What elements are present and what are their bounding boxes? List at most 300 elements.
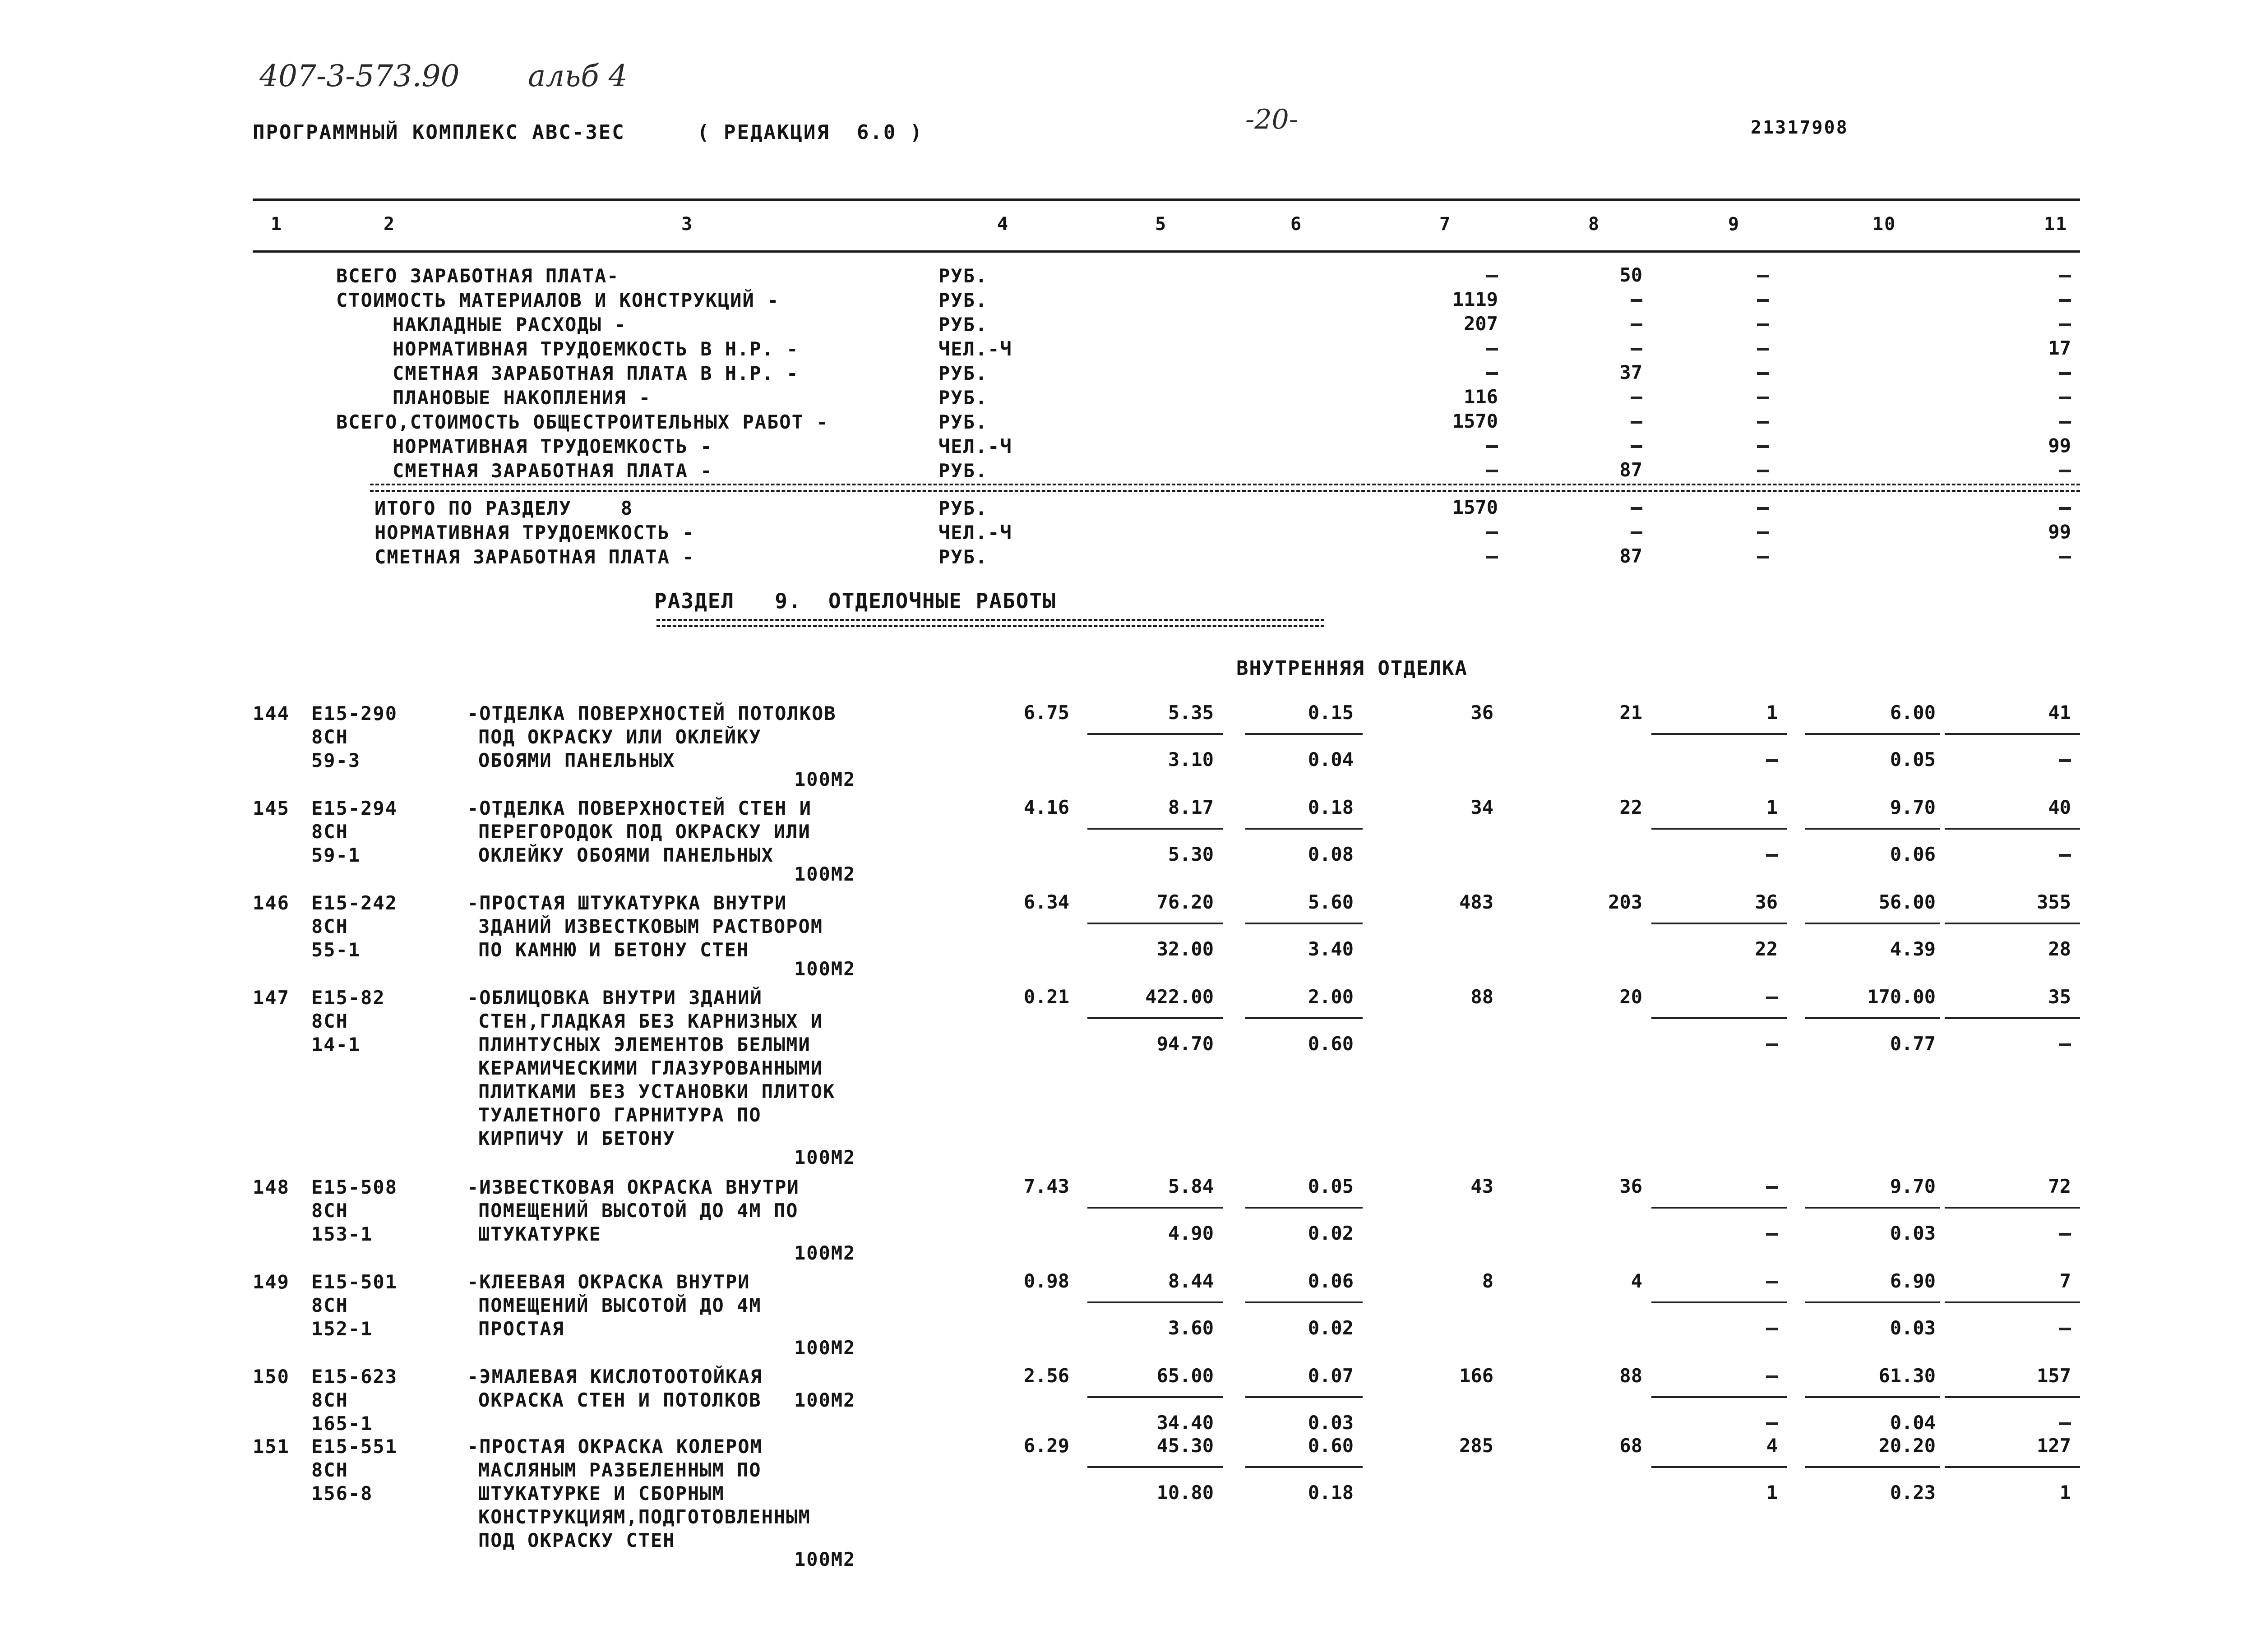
- item-unit-wage: 3.10: [1168, 748, 1214, 771]
- item-qty: 2.56: [1023, 1365, 1069, 1387]
- item-description: ПЛИНТУСНЫХ ЭЛЕМЕНТОВ БЕЛЫМИ: [478, 1034, 811, 1056]
- item-divider-line: [1945, 1301, 2080, 1303]
- summary-unit: РУБ.: [938, 362, 988, 384]
- summary-c9: [1757, 421, 1769, 424]
- section-title-underline: [656, 619, 1324, 627]
- item-divider-line: [1651, 1301, 1787, 1303]
- item-divider-line: [1087, 923, 1223, 924]
- item-divider-line: [1245, 923, 1363, 924]
- summary-c9: [1757, 445, 1769, 448]
- summary-c7: 1570: [1452, 410, 1498, 432]
- item-divider-line: [1651, 733, 1787, 735]
- item-unit-machine: 0.18: [1308, 796, 1354, 818]
- item-code: Е15-508: [311, 1176, 398, 1198]
- item-unit-wage: 94.70: [1156, 1033, 1214, 1055]
- item-total-wage: 20: [1619, 986, 1642, 1008]
- item-code: 8СН: [311, 1010, 348, 1032]
- item-machine-labor-total: [2059, 1328, 2071, 1330]
- item-description: -ОТДЕЛКА ПОВЕРХНОСТЕЙ ПОТОЛКОВ: [467, 702, 837, 724]
- item-machine-labor-per-unit: 0.77: [1890, 1033, 1936, 1055]
- item-divider-line: [1945, 923, 2080, 924]
- item-description: КЕРАМИЧЕСКИМИ ГЛАЗУРОВАННЫМИ: [478, 1057, 823, 1079]
- totals-c9: [1757, 531, 1769, 534]
- item-unit-cost: 65.00: [1156, 1365, 1214, 1387]
- item-description: ЗДАНИЙ ИЗВЕСТКОВЫМ РАСТВОРОМ: [478, 915, 823, 937]
- item-description: КИРПИЧУ И БЕТОНУ: [478, 1127, 675, 1149]
- item-labor-total: 72: [2048, 1175, 2071, 1197]
- totals-label: НОРМАТИВНАЯ ТРУДОЕМКОСТЬ -: [374, 521, 695, 544]
- item-total-cost: 88: [1470, 986, 1493, 1008]
- item-total-cost: 285: [1459, 1435, 1493, 1457]
- item-total-machine: 1: [1766, 796, 1778, 818]
- summary-c11: [2059, 470, 2071, 472]
- item-number: 149: [253, 1271, 290, 1293]
- item-divider-line: [1245, 1017, 1363, 1019]
- header-bottom-rule: [253, 250, 2080, 253]
- column-number-10: 10: [1872, 214, 1896, 235]
- item-qty: 7.43: [1023, 1175, 1069, 1197]
- section-subtitle: ВНУТРЕННЯЯ ОТДЕЛКА: [1236, 657, 1468, 680]
- item-total-cost: 34: [1470, 796, 1493, 818]
- item-unit-cost: 76.20: [1156, 891, 1214, 913]
- item-divider-line: [1087, 1207, 1223, 1209]
- item-total-machine-wage: [1766, 1422, 1778, 1425]
- item-total-machine: [1766, 1281, 1778, 1283]
- item-description: -КЛЕЕВАЯ ОКРАСКА ВНУТРИ: [467, 1271, 750, 1293]
- item-number: 146: [253, 892, 290, 914]
- item-unit-machine: 0.60: [1308, 1435, 1354, 1457]
- item-description: -ИЗВЕСТКОВАЯ ОКРАСКА ВНУТРИ: [467, 1176, 800, 1198]
- item-unit-cost: 8.17: [1168, 796, 1214, 818]
- item-qty: 6.75: [1023, 701, 1069, 724]
- item-code: 14-1: [311, 1034, 361, 1056]
- summary-c9: [1757, 348, 1769, 351]
- item-number: 150: [253, 1366, 290, 1388]
- summary-c8: [1631, 323, 1642, 326]
- totals-unit: ЧЕЛ.-Ч: [938, 521, 1012, 544]
- item-total-machine: [1766, 1375, 1778, 1378]
- item-divider-line: [1805, 733, 1940, 735]
- item-unit: 100М2: [794, 1242, 856, 1264]
- item-divider-line: [1651, 1396, 1787, 1398]
- summary-c11: [2059, 299, 2071, 302]
- summary-c7: [1486, 348, 1498, 351]
- item-machine-labor-total: [2059, 1043, 2071, 1046]
- item-description: СТЕН,ГЛАДКАЯ БЕЗ КАРНИЗНЫХ И: [478, 1010, 823, 1032]
- item-total-cost: 43: [1470, 1175, 1493, 1197]
- totals-c9: [1757, 507, 1769, 510]
- item-total-machine-wage: [1766, 1328, 1778, 1330]
- item-unit-machine: 0.07: [1308, 1365, 1354, 1387]
- item-unit-machine-wage: 0.03: [1308, 1412, 1354, 1434]
- item-unit-machine-wage: 3.40: [1308, 938, 1354, 960]
- item-description: ПОМЕЩЕНИЙ ВЫСОТОЙ ДО 4М ПО: [478, 1200, 799, 1222]
- item-machine-labor-total: [2059, 1422, 2071, 1425]
- item-machine-labor-per-unit: 0.05: [1890, 748, 1936, 771]
- item-code: 8СН: [311, 1294, 348, 1316]
- item-code: 8СН: [311, 1389, 348, 1411]
- item-description: ОБОЯМИ ПАНЕЛЬНЫХ: [478, 749, 675, 771]
- summary-c7: 207: [1464, 313, 1498, 335]
- item-unit: 100М2: [794, 1337, 856, 1359]
- item-divider-line: [1651, 828, 1787, 830]
- summary-c9: [1757, 470, 1769, 472]
- summary-c9: [1757, 372, 1769, 375]
- item-divider-line: [1245, 1207, 1363, 1209]
- item-code: 152-1: [311, 1318, 373, 1340]
- item-qty: 0.21: [1023, 986, 1069, 1008]
- item-unit-machine: 0.05: [1308, 1175, 1354, 1197]
- item-total-wage: 203: [1608, 891, 1642, 913]
- item-labor-total: 127: [2037, 1435, 2071, 1457]
- section-title: РАЗДЕЛ 9. ОТДЕЛОЧНЫЕ РАБОТЫ: [654, 589, 1056, 613]
- item-divider-line: [1087, 1301, 1223, 1303]
- item-description: ПЕРЕГОРОДОК ПОД ОКРАСКУ ИЛИ: [478, 821, 811, 843]
- item-divider-line: [1651, 1207, 1787, 1209]
- summary-unit: ЧЕЛ.-Ч: [938, 338, 1012, 360]
- totals-c11: [2059, 507, 2071, 510]
- item-machine-labor-total: 28: [2048, 938, 2071, 960]
- summary-c11: 99: [2048, 434, 2071, 457]
- summary-c7: 1119: [1452, 288, 1498, 310]
- item-description: ОКРАСКА СТЕН И ПОТОЛКОВ: [478, 1389, 762, 1411]
- item-unit-wage: 10.80: [1156, 1481, 1214, 1504]
- item-machine-labor-per-unit: 0.04: [1890, 1412, 1936, 1434]
- item-code: 8СН: [311, 1459, 348, 1481]
- item-labor-per-unit: 56.00: [1878, 891, 1936, 913]
- item-unit-wage: 4.90: [1168, 1222, 1214, 1244]
- summary-unit: РУБ.: [938, 265, 988, 287]
- summary-c11: [2059, 275, 2071, 277]
- item-unit-wage: 5.30: [1168, 843, 1214, 865]
- item-total-machine-wage: [1766, 1233, 1778, 1236]
- totals-c7: [1486, 556, 1498, 558]
- item-machine-labor-total: [2059, 1233, 2071, 1236]
- summary-label: НАКЛАДНЫЕ РАСХОДЫ -: [393, 314, 627, 336]
- summary-c11: [2059, 421, 2071, 424]
- summary-c8: [1631, 445, 1642, 448]
- item-unit-cost: 8.44: [1168, 1270, 1214, 1292]
- item-qty: 0.98: [1023, 1270, 1069, 1292]
- item-divider-line: [1651, 1466, 1787, 1468]
- item-code: Е15-290: [311, 702, 398, 724]
- summary-c11: [2059, 372, 2071, 375]
- totals-unit: РУБ.: [938, 497, 988, 519]
- edition: ( РЕДАКЦИЯ 6.0 ): [697, 121, 924, 144]
- summary-c9: [1757, 323, 1769, 326]
- summary-c11: [2059, 397, 2071, 399]
- item-code: 55-1: [311, 939, 361, 961]
- item-total-machine: 36: [1755, 891, 1778, 913]
- item-code: 59-3: [311, 749, 361, 771]
- item-divider-line: [1087, 828, 1223, 830]
- item-labor-total: 40: [2048, 796, 2071, 818]
- item-unit: 100М2: [794, 768, 856, 790]
- item-unit-machine-wage: 0.18: [1308, 1481, 1354, 1504]
- item-number: 148: [253, 1176, 290, 1198]
- item-divider-line: [1651, 923, 1787, 924]
- item-description: -ОБЛИЦОВКА ВНУТРИ ЗДАНИЙ: [467, 987, 763, 1009]
- item-description: -ОТДЕЛКА ПОВЕРХНОСТЕЙ СТЕН И: [467, 797, 812, 819]
- item-labor-per-unit: 9.70: [1890, 1175, 1936, 1197]
- item-divider-line: [1945, 828, 2080, 830]
- item-machine-labor-per-unit: 0.06: [1890, 843, 1936, 865]
- summary-unit: РУБ.: [938, 387, 988, 409]
- item-code: 165-1: [311, 1412, 373, 1435]
- item-machine-labor-per-unit: 0.03: [1890, 1317, 1936, 1339]
- item-divider-line: [1805, 1017, 1940, 1019]
- item-labor-total: 7: [2059, 1270, 2071, 1292]
- summary-label: НОРМАТИВНАЯ ТРУДОЕМКОСТЬ -: [393, 435, 713, 457]
- item-qty: 6.29: [1023, 1435, 1069, 1457]
- item-code: Е15-623: [311, 1366, 398, 1388]
- item-divider-line: [1245, 1396, 1363, 1398]
- item-code: 8СН: [311, 726, 348, 748]
- column-number-6: 6: [1290, 214, 1303, 235]
- summary-c11: [2059, 323, 2071, 326]
- item-number: 151: [253, 1435, 290, 1458]
- item-total-cost: 36: [1470, 701, 1493, 724]
- item-code: 8СН: [311, 915, 348, 937]
- item-unit-cost: 5.35: [1168, 701, 1214, 724]
- item-description: -ПРОСТАЯ ОКРАСКА КОЛЕРОМ: [467, 1435, 763, 1458]
- column-number-11: 11: [2044, 214, 2068, 235]
- item-code: 153-1: [311, 1223, 373, 1245]
- item-divider-line: [1087, 1466, 1223, 1468]
- totals-c11: [2059, 556, 2071, 558]
- summary-c8: 87: [1619, 459, 1642, 481]
- item-machine-labor-per-unit: 0.03: [1890, 1222, 1936, 1244]
- item-code: Е15-294: [311, 797, 398, 819]
- totals-label: СМЕТНАЯ ЗАРАБОТНАЯ ПЛАТА -: [374, 546, 695, 568]
- item-number: 144: [253, 702, 290, 724]
- item-code: 156-8: [311, 1482, 373, 1504]
- summary-label: НОРМАТИВНАЯ ТРУДОЕМКОСТЬ В Н.Р. -: [393, 338, 799, 360]
- item-divider-line: [1245, 828, 1363, 830]
- column-number-3: 3: [681, 214, 693, 235]
- item-divider-line: [1945, 1207, 2080, 1209]
- item-description: ШТУКАТУРКЕ И СБОРНЫМ: [478, 1482, 725, 1504]
- totals-c7: 1570: [1452, 496, 1498, 518]
- handwritten-code: 407-3-573.90: [259, 59, 460, 93]
- item-labor-per-unit: 9.70: [1890, 796, 1936, 818]
- item-labor-per-unit: 6.90: [1890, 1270, 1936, 1292]
- summary-unit: РУБ.: [938, 460, 988, 482]
- header-top-rule: [253, 198, 2080, 201]
- column-number-4: 4: [997, 214, 1009, 235]
- item-divider-line: [1651, 1017, 1787, 1019]
- column-number-8: 8: [1588, 214, 1600, 235]
- item-description: ПРОСТАЯ: [478, 1318, 565, 1340]
- item-description: ОКЛЕЙКУ ОБОЯМИ ПАНЕЛЬНЫХ: [478, 844, 774, 866]
- summary-c9: [1757, 397, 1769, 399]
- item-unit-machine-wage: 0.02: [1308, 1222, 1354, 1244]
- summary-c7: 116: [1464, 386, 1498, 408]
- item-description: ПОД ОКРАСКУ СТЕН: [478, 1529, 675, 1551]
- summary-unit: РУБ.: [938, 289, 988, 311]
- item-labor-per-unit: 170.00: [1867, 986, 1936, 1008]
- summary-c8: 50: [1619, 264, 1642, 286]
- item-total-machine: [1766, 1186, 1778, 1189]
- item-total-cost: 483: [1459, 891, 1493, 913]
- totals-unit: РУБ.: [938, 546, 988, 568]
- item-total-machine-wage: [1766, 759, 1778, 762]
- item-unit: 100М2: [794, 1389, 856, 1411]
- item-labor-total: 35: [2048, 986, 2071, 1008]
- summary-c8: [1631, 397, 1642, 399]
- item-unit: 100М2: [794, 1146, 856, 1168]
- item-divider-line: [1805, 1301, 1940, 1303]
- item-divider-line: [1087, 1396, 1223, 1398]
- item-divider-line: [1245, 733, 1363, 735]
- item-divider-line: [1945, 1017, 2080, 1019]
- column-number-9: 9: [1728, 214, 1740, 235]
- column-number-7: 7: [1439, 214, 1452, 235]
- item-total-machine-wage: [1766, 854, 1778, 857]
- summary-c8: [1631, 348, 1642, 351]
- item-description: КОНСТРУКЦИЯМ,ПОДГОТОВЛЕННЫМ: [478, 1506, 811, 1528]
- item-total-wage: 68: [1619, 1435, 1642, 1457]
- summary-c8: 37: [1619, 361, 1642, 383]
- item-unit-cost: 5.84: [1168, 1175, 1214, 1197]
- item-divider-line: [1945, 1396, 2080, 1398]
- item-description: ПО КАМНЮ И БЕТОНУ СТЕН: [478, 939, 749, 961]
- totals-c7: [1486, 531, 1498, 534]
- summary-c7: [1486, 372, 1498, 375]
- column-number-5: 5: [1155, 214, 1167, 235]
- item-unit-wage: 34.40: [1156, 1412, 1214, 1434]
- totals-label: ИТОГО ПО РАЗДЕЛУ 8: [374, 497, 633, 519]
- summary-c8: [1631, 421, 1642, 424]
- item-total-machine: 1: [1766, 701, 1778, 724]
- item-divider-line: [1245, 1301, 1363, 1303]
- item-description: МАСЛЯНЫМ РАЗБЕЛЕННЫМ ПО: [478, 1459, 762, 1481]
- item-unit-machine: 0.06: [1308, 1270, 1354, 1292]
- item-divider-line: [1245, 1466, 1363, 1468]
- item-unit-wage: 3.60: [1168, 1317, 1214, 1339]
- item-divider-line: [1805, 1466, 1940, 1468]
- item-unit: 100М2: [794, 1548, 856, 1570]
- handwritten-album: альб 4: [528, 59, 628, 93]
- item-unit-machine-wage: 0.08: [1308, 843, 1354, 865]
- item-unit-machine-wage: 0.02: [1308, 1317, 1354, 1339]
- item-labor-total: 355: [2037, 891, 2071, 913]
- summary-label: СТОИМОСТЬ МАТЕРИАЛОВ И КОНСТРУКЦИЙ -: [336, 289, 780, 311]
- item-divider-line: [1087, 733, 1223, 735]
- document-number: 21317908: [1751, 117, 1849, 138]
- item-unit-machine-wage: 0.04: [1308, 748, 1354, 771]
- item-total-wage: 21: [1619, 701, 1642, 724]
- item-divider-line: [1805, 923, 1940, 924]
- item-labor-total: 157: [2037, 1365, 2071, 1387]
- item-unit-cost: 45.30: [1156, 1435, 1214, 1457]
- item-total-machine: 4: [1766, 1435, 1778, 1457]
- summary-c9: [1757, 299, 1769, 302]
- item-machine-labor-per-unit: 4.39: [1890, 938, 1936, 960]
- item-description: ТУАЛЕТНОГО ГАРНИТУРА ПО: [478, 1104, 762, 1126]
- totals-c8: 87: [1619, 545, 1642, 567]
- item-code: Е15-82: [311, 987, 385, 1009]
- item-qty: 4.16: [1023, 796, 1069, 818]
- item-code: 8СН: [311, 1200, 348, 1222]
- item-machine-labor-total: [2059, 854, 2071, 857]
- item-description: ПОМЕЩЕНИЙ ВЫСОТОЙ ДО 4М: [478, 1294, 762, 1316]
- item-divider-line: [1945, 1466, 2080, 1468]
- item-labor-total: 41: [2048, 701, 2071, 724]
- column-number-1: 1: [271, 214, 283, 235]
- item-machine-labor-total: [2059, 759, 2071, 762]
- item-number: 145: [253, 797, 290, 819]
- item-divider-line: [1945, 733, 2080, 735]
- item-code: Е15-551: [311, 1435, 398, 1458]
- summary-label: ВСЕГО,СТОИМОСТЬ ОБЩЕСТРОИТЕЛЬНЫХ РАБОТ -: [336, 411, 829, 433]
- item-code: Е15-242: [311, 892, 398, 914]
- summary-c7: [1486, 470, 1498, 472]
- item-description: ШТУКАТУРКЕ: [478, 1223, 601, 1245]
- item-description: -ЭМАЛЕВАЯ КИСЛОТООТОЙКАЯ: [467, 1366, 763, 1388]
- item-unit: 100М2: [794, 958, 856, 980]
- item-divider-line: [1805, 828, 1940, 830]
- item-total-wage: 22: [1619, 796, 1642, 818]
- item-total-wage: 4: [1631, 1270, 1642, 1292]
- item-unit-machine-wage: 0.60: [1308, 1033, 1354, 1055]
- totals-c8: [1631, 507, 1642, 510]
- summary-c9: [1757, 275, 1769, 277]
- totals-c8: [1631, 531, 1642, 534]
- item-description: ПЛИТКАМИ БЕЗ УСТАНОВКИ ПЛИТОК: [478, 1080, 836, 1103]
- item-total-wage: 88: [1619, 1365, 1642, 1387]
- item-unit-wage: 32.00: [1156, 938, 1214, 960]
- summary-c7: [1486, 445, 1498, 448]
- summary-unit: РУБ.: [938, 314, 988, 336]
- summary-c7: [1486, 275, 1498, 277]
- totals-c9: [1757, 556, 1769, 558]
- item-unit-machine: 0.15: [1308, 701, 1354, 724]
- summary-unit: ЧЕЛ.-Ч: [938, 435, 1012, 457]
- summary-divider: [370, 484, 2080, 492]
- item-total-wage: 36: [1619, 1175, 1642, 1197]
- item-total-cost: 166: [1459, 1365, 1493, 1387]
- item-total-machine-wage: 1: [1766, 1481, 1778, 1504]
- handwritten-page-number: -20-: [1245, 104, 1298, 135]
- item-number: 147: [253, 987, 290, 1009]
- column-number-2: 2: [384, 214, 396, 235]
- item-divider-line: [1087, 1017, 1223, 1019]
- summary-unit: РУБ.: [938, 411, 988, 433]
- summary-c11: 17: [2048, 337, 2071, 359]
- item-code: Е15-501: [311, 1271, 398, 1293]
- item-code: 59-1: [311, 844, 361, 866]
- totals-c11: 99: [2048, 521, 2071, 543]
- item-qty: 6.34: [1023, 891, 1069, 913]
- item-unit-machine: 2.00: [1308, 986, 1354, 1008]
- item-code: 8СН: [311, 821, 348, 843]
- item-divider-line: [1805, 1207, 1940, 1209]
- summary-label: ПЛАНОВЫЕ НАКОПЛЕНИЯ -: [393, 387, 652, 409]
- item-total-machine-wage: [1766, 1043, 1778, 1046]
- item-description: ПОД ОКРАСКУ ИЛИ ОКЛЕЙКУ: [478, 726, 762, 748]
- item-total-cost: 8: [1482, 1270, 1493, 1292]
- item-labor-per-unit: 6.00: [1890, 701, 1936, 724]
- item-total-machine-wage: 22: [1755, 938, 1778, 960]
- summary-label: СМЕТНАЯ ЗАРАБОТНАЯ ПЛАТА -: [393, 460, 713, 482]
- program-name: ПРОГРАММНЫЙ КОМПЛЕКС АВС-3ЕС: [253, 121, 625, 144]
- item-unit-cost: 422.00: [1145, 986, 1214, 1008]
- summary-label: СМЕТНАЯ ЗАРАБОТНАЯ ПЛАТА В Н.Р. -: [393, 362, 799, 384]
- summary-c8: [1631, 299, 1642, 302]
- item-unit-machine: 5.60: [1308, 891, 1354, 913]
- item-labor-per-unit: 61.30: [1878, 1365, 1936, 1387]
